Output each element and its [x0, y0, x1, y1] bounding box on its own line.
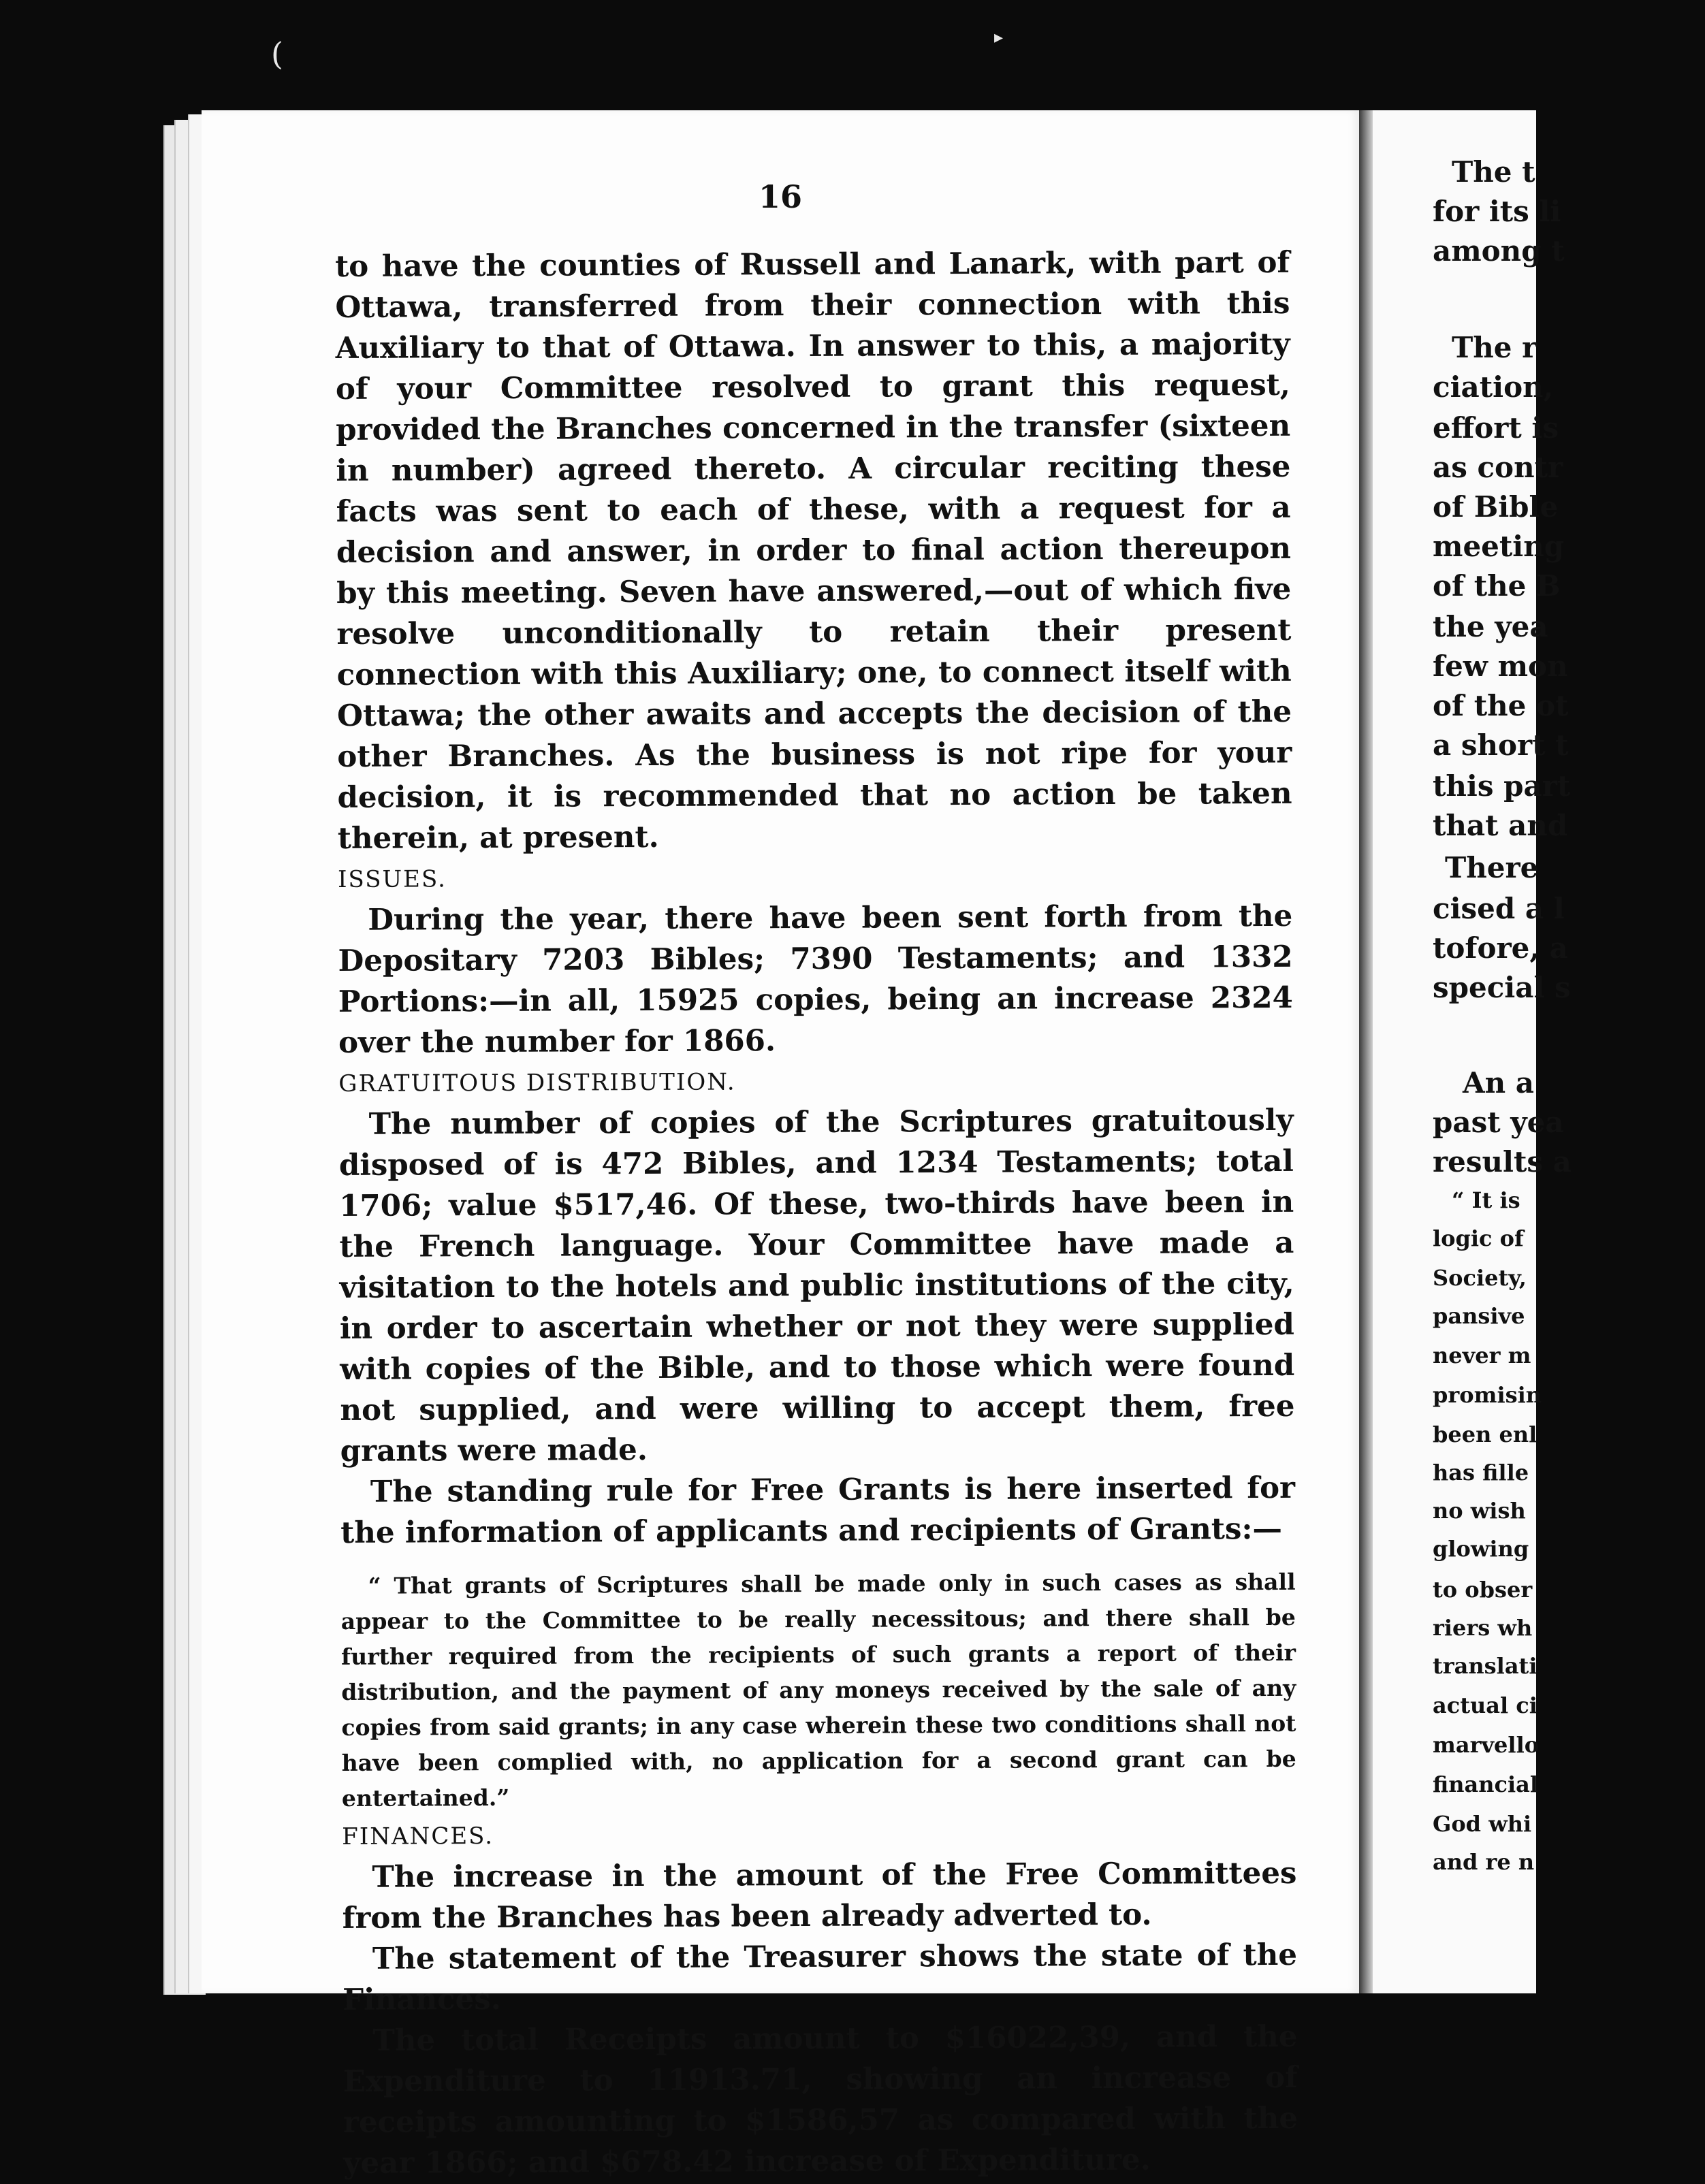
facing-page-line: the yea — [1433, 610, 1548, 643]
facing-page-line: and re n — [1433, 1849, 1535, 1875]
facing-page-line: riers wh — [1433, 1615, 1533, 1641]
facing-page-line: to obser — [1433, 1577, 1533, 1603]
facing-page-line: actual ci — [1433, 1692, 1537, 1718]
gratuitous-heading: GRATUITOUS DISTRIBUTION. — [338, 1068, 736, 1097]
issues-heading: ISSUES. — [337, 865, 447, 893]
scan-mark-right: ▸ — [994, 27, 1004, 48]
facing-page-line: meeting — [1433, 530, 1565, 563]
facing-page — [1373, 110, 1572, 1993]
facing-page-line: cised a l — [1433, 892, 1565, 925]
facing-page-line: translati — [1433, 1653, 1537, 1679]
gratuitous-paragraph-2: The standing rule for Free Grants is here inserted for the information of applicants and recipients of Grants:— — [340, 1470, 1296, 1550]
facing-page-line: as contr — [1433, 451, 1563, 484]
book-page — [202, 110, 1359, 2181]
gratuitous-paragraph-1: The number of copies of the Scriptures gratuitously disposed of is 472 Bibles, and 1234 Testaments; total 1706; value $517,46. Of these, two-thirds have been in the French language. Your Committee have made a visitation to the hotels and public institutions of the city, in order to ascertain whether or not they were supplied with copies of the Bible, and to those which were found not supplied, and were willing to accept them, free grants were made. — [338, 1102, 1295, 1468]
facing-page-line: God whi — [1433, 1811, 1532, 1837]
facing-page-line: pansive — [1433, 1303, 1525, 1329]
facing-page-line: of the ot — [1433, 689, 1569, 722]
finances-paragraph-1: The increase in the amount of the Free Committees from the Branches has been already adverted to. — [342, 1855, 1297, 1936]
book-gutter — [1359, 110, 1373, 1993]
facing-page-line: of Bible — [1433, 490, 1559, 524]
facing-page-line: The t — [1452, 155, 1535, 189]
page-body — [335, 242, 1298, 2184]
facing-page-line: past yea — [1433, 1106, 1564, 1139]
facing-page-line: An a — [1463, 1066, 1534, 1099]
facing-page-line: results a — [1433, 1145, 1572, 1178]
scan-mark-left: ( — [271, 35, 283, 72]
facing-page-line: glowing — [1433, 1536, 1529, 1562]
facing-page-line: Society, — [1433, 1265, 1527, 1291]
facing-page-line: promisin — [1433, 1382, 1542, 1408]
finances-heading: FINANCES. — [342, 1822, 494, 1850]
facing-page-line: few mon — [1433, 649, 1568, 683]
facing-page-line: been enl — [1433, 1422, 1537, 1447]
facing-page-line: marvello — [1433, 1732, 1540, 1758]
intro-paragraph: to have the counties of Russell and Lanark, with part of Ottawa, transferred from their connection with this Auxiliary to that of Ottawa. In answer to this, a majority of your Committee resolved to grant this request, provided the Branches concerned in the transfer (sixteen in number) agreed thereto. A circular reciting these facts was sent to each of these, with a request for a decision and answer, in order to final action thereupon by this meeting. Seven have answered,—out of which five resolve unconditionally to retain their present connection with this Auxiliary; one, to connect itself with Ottawa; the other awaits and accepts the decision of the other Branches. As the business is not ripe for your decision, it is recommended that no action be taken therein, at present. — [335, 244, 1292, 856]
finances-paragraph-2: The statement of the Treasurer shows the state of the Finances. — [342, 1937, 1298, 2017]
facing-page-line: special s — [1433, 971, 1571, 1004]
finances-paragraph-3: The total Receipts amount to $16022,39, and the Expenditure to 11913.71, showing an increase of receipts amounting to $1586,57 as compared with the year 1866; and $678.42 increase of Expenditure. — [342, 2019, 1298, 2181]
facing-page-line: that and — [1433, 809, 1568, 842]
facing-page-line: tofore, a — [1433, 931, 1568, 965]
facing-page-line: a short t — [1433, 728, 1569, 762]
facing-page-line: “ It is — [1452, 1187, 1520, 1213]
facing-page-line: effort is — [1433, 411, 1559, 445]
facing-page-line: The r — [1452, 331, 1537, 364]
facing-page-line: no wish — [1433, 1498, 1526, 1524]
facing-page-line: There — [1445, 851, 1539, 884]
facing-page-line: has fille — [1433, 1460, 1529, 1486]
issues-paragraph: During the year, there have been sent forth from the Depositary 7203 Bibles; 7390 Testaments; and 1332 Portions:—in all, 15925 copies, being an increase 2324 over the number for 1866. — [338, 898, 1293, 1060]
facing-page-line: ciation, — [1433, 370, 1554, 404]
quote-text: “ That grants of Scriptures shall be made only in such cases as shall appear to the Committee to be really necessitous; and there shall be further required from the recipients of such grants a report of their distribution, and the payment of any moneys received by the sale of any copies from said grants; in any case wherein these two conditions shall not have been complied with, no application for a second grant can be entertained.” — [340, 1568, 1296, 1812]
facing-page-line: among t — [1433, 234, 1565, 268]
facing-page-line: financial — [1433, 1771, 1539, 1797]
page-number: 16 — [758, 178, 802, 215]
facing-page-line: of the B — [1433, 569, 1561, 603]
facing-page-line: for its li — [1433, 195, 1561, 228]
free-grants-rule-quote — [340, 1564, 1296, 1816]
facing-page-line: logic of — [1433, 1225, 1524, 1251]
facing-page-line: this part — [1433, 769, 1571, 803]
facing-page-line: never m — [1433, 1343, 1531, 1368]
